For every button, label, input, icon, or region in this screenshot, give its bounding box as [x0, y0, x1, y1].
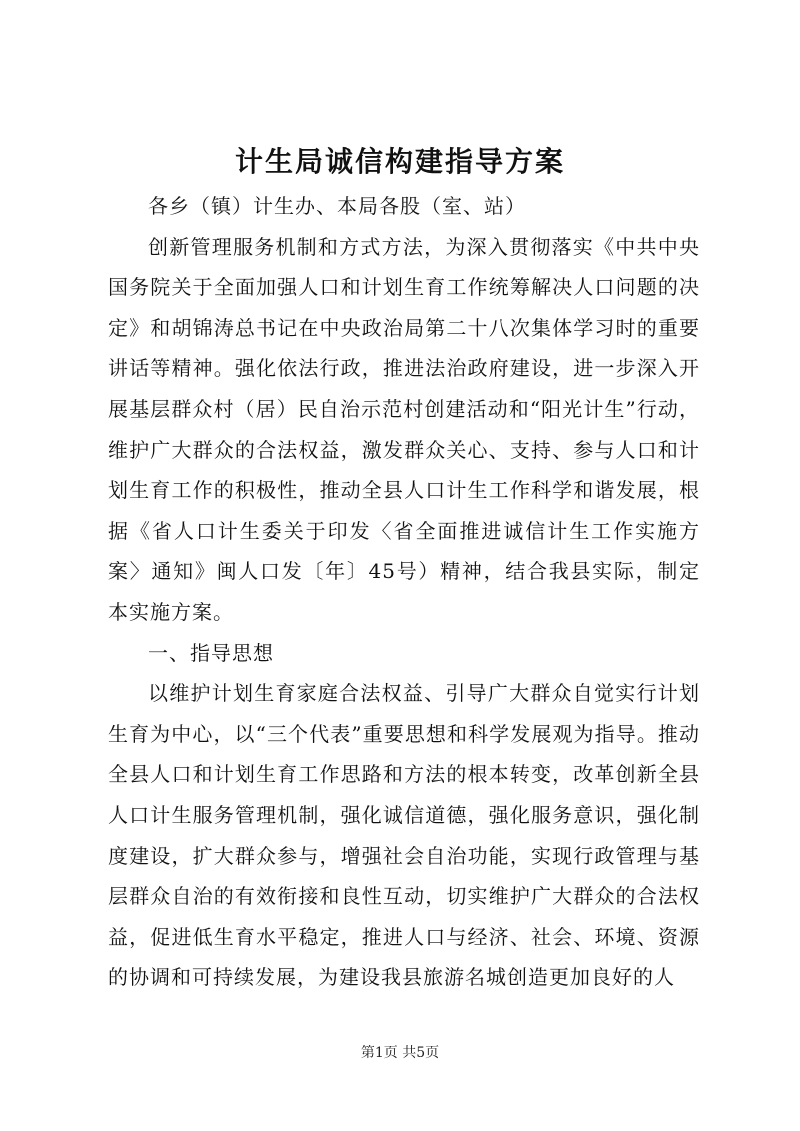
addressee-line: 各乡（镇）计生办、本局各股（室、站）	[148, 194, 526, 218]
page-number-footer: 第1页 共5页	[360, 1045, 440, 1061]
document-body	[108, 186, 700, 998]
section-heading: 一、指导思想	[148, 640, 274, 665]
body-paragraph: 以维护计划生育家庭合法权益、引导广大群众自觉实行计划生育为中心，以“三个代表”重要思想和科学发展观为指导。推动全县人口和计划生育工作思路和方法的根本转变，改革创新全县人口计生服务管理机制，强化诚信道德，强化服务意识，强化制度建设，扩大群众参与，增强社会自治功能，实现行政管理与基层群众自治的有效衔接和良性互动，切实维护广大群众的合法权益，促进低生育水平稳定，推进人口与经济、社会、环境、资源的协调和可持续发展，为建设我县旅游名城创造更加良好的人	[108, 681, 700, 990]
document-title: 计生局诚信构建指导方案	[234, 145, 565, 178]
body-paragraph: 创新管理服务机制和方式方法，为深入贯彻落实《中共中央国务院关于全面加强人口和计划生育工作统筹解决人口问题的决定》和胡锦涛总书记在中央政治局第二十八次集体学习时的重要讲话等精神。强化依法行政，推进法治政府建设，进一步深入开展基层群众村（居）民自治示范村创建活动和“阳光计生”行动，维护广大群众的合法权益，激发群众关心、支持、参与人口和计划生育工作的积极性，推动全县人口计生工作科学和谐发展，根据《省人口计生委关于印发〈省全面推进诚信计生工作实施方案〉通知》闽人口发〔年〕45号）精神，结合我县实际，制定本实施方案。	[108, 234, 700, 624]
